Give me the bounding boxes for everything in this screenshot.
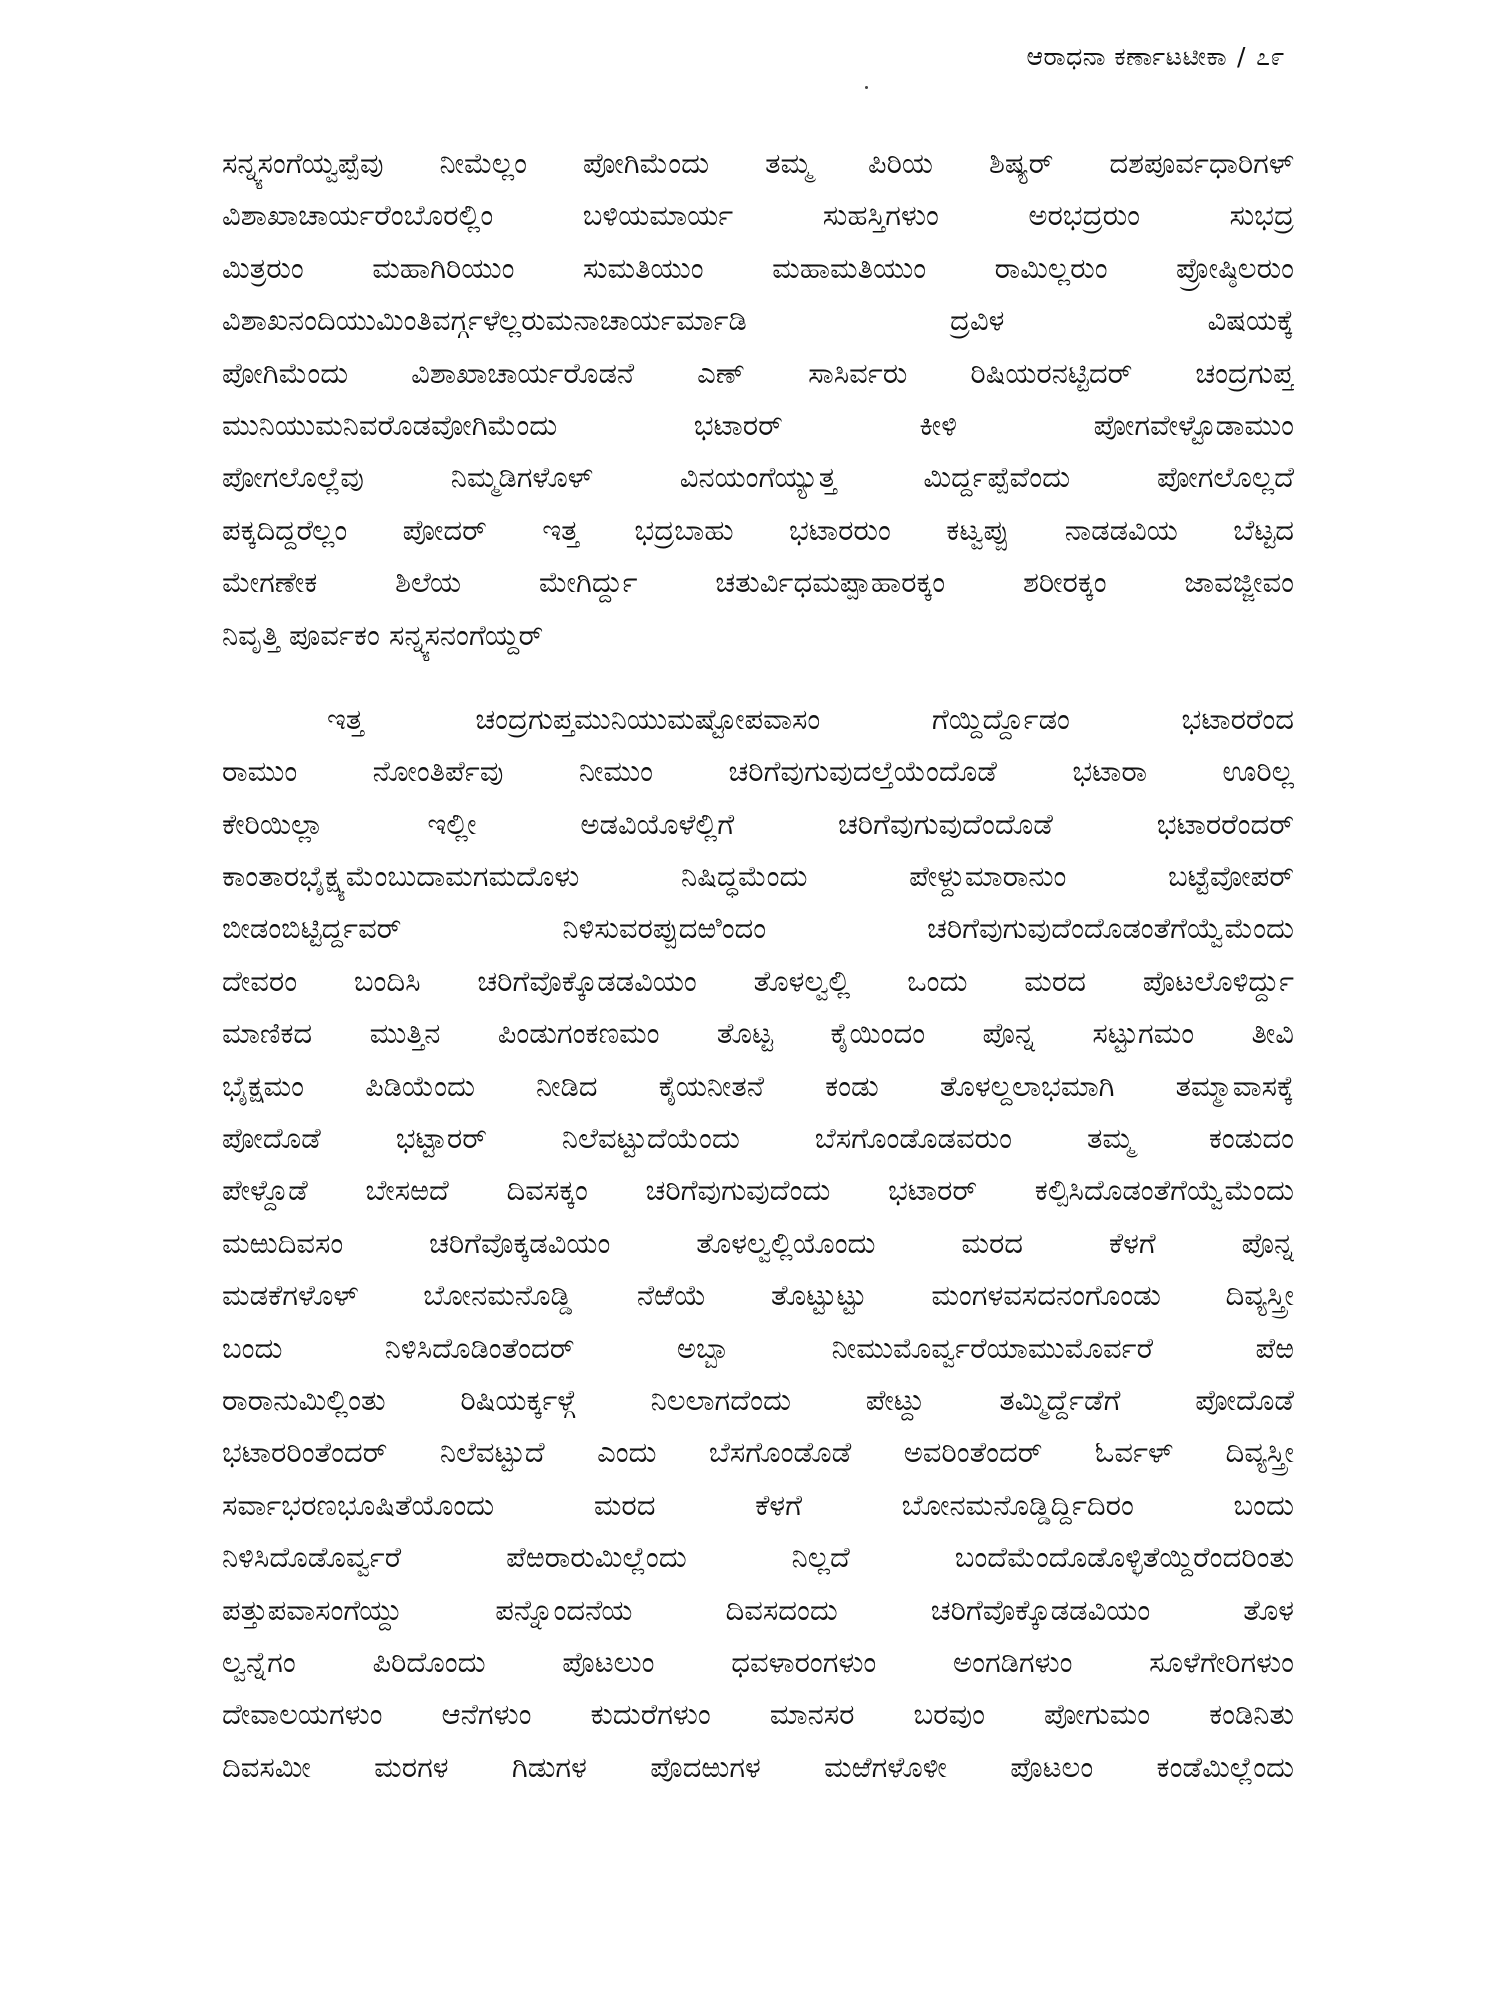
page-number: ೭೯ — [1255, 42, 1285, 71]
paragraph-gap — [222, 661, 1294, 693]
text-line: ಕೇರಿಯಿಲ್ಲಾ ಇಲ್ಲೀ ಅಡವಿಯೊಳೆಲ್ಲಿಗೆ ಚರಿಗೆವುಗುವುದೆಂದೊಡೆ ಭಟಾರರೆಂದರ್ — [222, 806, 1294, 841]
text-line: ರಾಮುಂ ನೋಂತಿರ್ಪೆವು ನೀಮುಂ ಚರಿಗೆವುಗುವುದಲ್ತೆಯೆಂದೊಡೆ ಭಟಾರಾ ಊರಿಲ್ಲ — [222, 754, 1294, 789]
text-line: ಪಕ್ಕದಿದ್ದರೆಲ್ಲಂ ಪೋದರ್ ಇತ್ತ ಭದ್ರಬಾಹು ಭಟಾರರುಂ ಕಟ್ವಪ್ಪು ನಾಡಡವಿಯ ಬೆಟ್ಟದ — [222, 512, 1294, 547]
text-line: ಕಾಂತಾರಭೈಕ್ಷ್ಯಮೆಂಬುದಾಮಗಮದೊಳು ನಿಷಿದ್ಧಮೆಂದು ಪೇಳ್ದುಮಾರಾನುಂ ಬಟ್ಟೆವೋಪರ್ — [222, 859, 1294, 894]
running-header — [1027, 40, 1285, 74]
text-line: ಮಱುದಿವಸಂ ಚರಿಗೆವೊಕ್ಕಡವಿಯಂ ತೊಳಲ್ವಲ್ಲಿಯೊಂದು ಮರದ ಕೆಳಗೆ ಪೊನ್ನ — [222, 1225, 1294, 1260]
print-speck — [865, 86, 868, 89]
text-line: ಪೋಗಿಮೆಂದು ವಿಶಾಖಾಚಾರ್ಯರೊಡನೆ ಎಣ್ ಸಾಸಿರ್ವರು ರಿಷಿಯರನಟ್ಟಿದರ್ ಚಂದ್ರಗುಪ್ತ — [222, 355, 1294, 390]
running-header-title: ಆರಾಧನಾ ಕರ್ಣಾಟಟೀಕಾ — [1026, 42, 1228, 71]
text-line: ಮಡಕೆಗಳೊಳ್ ಬೋನಮನೊಡ್ಡಿ ನೆಱೆಯೆ ತೊಟ್ಟುಟ್ಟು ಮಂಗಳವಸದನಂಗೊಂಡು ದಿವ್ಯಸ್ತ್ರೀ — [222, 1278, 1294, 1313]
text-line: ಸರ್ವಾಭರಣಭೂಷಿತೆಯೊಂದು ಮರದ ಕೆಳಗೆ ಬೋನಮನೊಡ್ಡಿರ್ದ್ದಿದಿರಂ ಬಂದು — [222, 1487, 1294, 1522]
text-line: ಪೋದೊಡೆ ಭಟ್ಟಾರರ್ ನಿಲೆವಟ್ಟುದೆಯೆಂದು ಬೆಸಗೊಂಡೊಡವರುಂ ತಮ್ಮ ಕಂಡುದಂ — [222, 1121, 1294, 1156]
text-line: ಬಂದು ನಿಳಿಸಿದೊಡಿಂತೆಂದರ್ ಅಬ್ಬಾ ನೀಮುಮೊರ್ವ್ವರೆಯಾಮುಮೊರ್ವರೆ ಪೆಱ — [222, 1330, 1294, 1365]
text-line: ದಿವಸಮೀ ಮರಗಳ ಗಿಡುಗಳ ಪೊದಱುಗಳ ಮಱೆಗಳೊಳೀ ಪೊಟಲಂ ಕಂಡೆಮಿಲ್ಲೆಂದು — [222, 1749, 1294, 1784]
text-line: ಲ್ವನ್ನೆಗಂ ಪಿರಿದೊಂದು ಪೊಟಲುಂ ಧವಳಾರಂಗಳುಂ ಅಂಗಡಿಗಳುಂ ಸೂಳೆಗೇರಿಗಳುಂ — [222, 1644, 1294, 1679]
text-line: ದೇವಾಲಯಗಳುಂ ಆನೆಗಳುಂ ಕುದುರೆಗಳುಂ ಮಾನಸರ ಬರವುಂ ಪೋಗುಮಂ ಕಂಡಿನಿತು — [222, 1697, 1294, 1732]
text-line: ಮೇಗಣೇಕ ಶಿಲೆಯ ಮೇಗಿರ್ದ್ದು ಚತುರ್ವಿಧಮಪ್ಪಾಹಾರಕ್ಕಂ ಶರೀರಕ್ಕಂ ಜಾವಜ್ಜೀವಂ — [222, 565, 1294, 600]
header-separator: / — [1237, 42, 1246, 71]
text-line: ಭೈಕ್ಷಮಂ ಪಿಡಿಯೆಂದು ನೀಡಿದ ಕೈಯನೀತನೆ ಕಂಡು ತೊಳಲ್ದಲಾಭಮಾಗಿ ತಮ್ಮಾವಾಸಕ್ಕೆ — [222, 1068, 1294, 1103]
text-line: ಪೇಳ್ದೊಡೆ ಬೇಸಱದೆ ದಿವಸಕ್ಕಂ ಚರಿಗೆವುಗುವುದೆಂದು ಭಟಾರರ್ ಕಲ್ಪಿಸಿದೊಡಂತೆಗೆಯ್ವೆಮೆಂದು — [222, 1173, 1294, 1208]
text-line: ವಿಶಾಖಾಚಾರ್ಯರೆಂಬೊರಲ್ಲಿಂ ಬಳಿಯಮಾರ್ಯ ಸುಹಸ್ತಿಗಳುಂ ಅರಭದ್ರರುಂ ಸುಭದ್ರ — [222, 198, 1294, 233]
text-line: ಪತ್ತುಪವಾಸಂಗೆಯ್ದು ಪನ್ನೊಂದನೆಯ ದಿವಸದಂದು ಚರಿಗೆವೊಕ್ಕೊಡಡವಿಯಂ ತೊಳ — [222, 1592, 1294, 1627]
text-line: ನಿಳಿಸಿದೊಡೊರ್ವ್ವರೆ ಪೆಱರಾರುಮಿಲ್ಲೆಂದು ನಿಲ್ಲದೆ ಬಂದೆಮೆಂದೊಡೊಳ್ಳಿತೆಯ್ದಿರೆಂದರಿಂತು — [222, 1540, 1294, 1575]
text-line: ಇತ್ತ ಚಂದ್ರಗುಪ್ತಮುನಿಯುಮಷ್ಟೋಪವಾಸಂ ಗೆಯ್ದಿರ್ದ್ದೊಡಂ ಭಟಾರರೆಂದ — [327, 701, 1294, 736]
paragraph-1 — [222, 137, 1294, 661]
text-line: ಭಟಾರರಿಂತೆಂದರ್ ನಿಲೆವಟ್ಟುದೆ ಎಂದು ಬೆಸಗೊಂಡೊಡೆ ಅವರಿಂತೆಂದರ್ ಓರ್ವಳ್ ದಿವ್ಯಸ್ತ್ರೀ — [222, 1435, 1294, 1470]
text-line: ನಿವೃತ್ತಿ ಪೂರ್ವಕಂ ಸನ್ನ್ಯಸನಂಗೆಯ್ದರ್ — [222, 617, 544, 652]
text-line: ರಾರಾನುಮಿಲ್ಲಿಂತು ರಿಷಿಯರ್ಕ್ಕಳ್ಗೆ ನಿಲಲಾಗದೆಂದು ಪೇಟ್ದು ತಮ್ಮಿರ್ದ್ದೆಡೆಗೆ ಪೋದೊಡೆ — [222, 1382, 1294, 1417]
text-line: ವಿಶಾಖನಂದಿಯುಮಿಂತಿವರ್ಗ್ಗಳೆಲ್ಲರುಮನಾಚಾರ್ಯರ್ಮಾಡಿ ದ್ರವಿಳ ವಿಷಯಕ್ಕೆ — [222, 303, 1294, 338]
paragraph-2 — [222, 693, 1294, 1793]
text-line: ಬೀಡಂಬಿಟ್ಟಿರ್ದ್ದವರ್ ನಿಳಿಸುವರಪ್ಪುದಱಿಂದಂ ಚರಿಗೆವುಗುವುದೆಂದೊಡಂತೆಗೆಯ್ವೆಮೆಂದು — [222, 911, 1294, 946]
body-text — [222, 137, 1294, 1793]
text-line: ದೇವರಂ ಬಂದಿಸಿ ಚರಿಗೆವೊಕ್ಕೊಡಡವಿಯಂ ತೊಳಲ್ವಲ್ಲಿ ಒಂದು ಮರದ ಪೊಟಲೊಳಿರ್ದ್ದು — [222, 963, 1294, 998]
text-line: ಪೋಗಲೊಲ್ಲೆವು ನಿಮ್ಮಡಿಗಳೊಳ್ ವಿನಯಂಗೆಯ್ಯುತ್ತ ಮಿರ್ದ್ದಪ್ಪೆವೆಂದು ಪೋಗಲೊಲ್ಲದೆ — [222, 460, 1294, 495]
text-line: ಮಿತ್ರರುಂ ಮಹಾಗಿರಿಯುಂ ಸುಮತಿಯುಂ ಮಹಾಮತಿಯುಂ ರಾಮಿಲ್ಲರುಂ ಪ್ರೋಷ್ಠಿಲರುಂ — [222, 250, 1294, 285]
text-line: ಸನ್ನ್ಯಸಂಗೆಯ್ವಪ್ಪೆವು ನೀಮೆಲ್ಲಂ ಪೋಗಿಮೆಂದು ತಮ್ಮ ಪಿರಿಯ ಶಿಷ್ಯರ್ ದಶಪೂರ್ವಧಾರಿಗಳ್ — [222, 146, 1294, 180]
text-line: ಮುನಿಯುಮನಿವರೊಡವೋಗಿಮೆಂದು ಭಟಾರರ್ ಕೀಳಿ ಪೋಗವೇಳ್ಟೊಡಾಮುಂ — [222, 407, 1294, 442]
text-line: ಮಾಣಿಕದ ಮುತ್ತಿನ ಪಿಂಡುಗಂಕಣಮಂ ತೊಟ್ಟ ಕೈಯಿಂದಂ ಪೊನ್ನ ಸಟ್ಟುಗಮಂ ತೀವಿ — [222, 1016, 1294, 1051]
